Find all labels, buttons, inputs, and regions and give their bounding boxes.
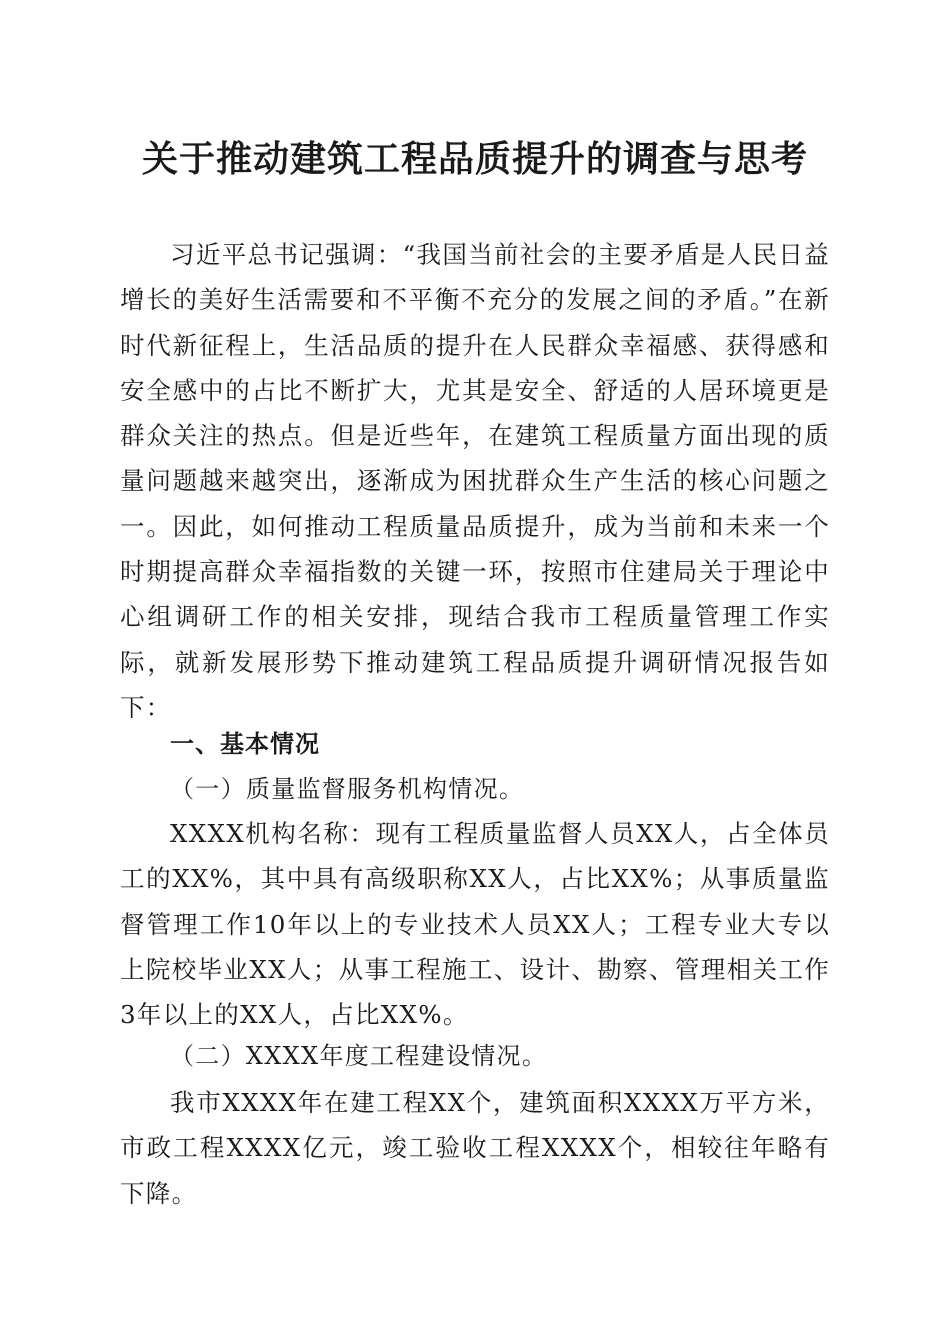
intro-paragraph: 习近平总书记强调：“我国当前社会的主要矛盾是人民日益增长的美好生活需要和不平衡不充分的发展之间的矛盾。”在新时代新征程上，生活品质的提升在人民群众幸福感、获得感和安全感中的占比不断扩大，尤其是安全、舒适的人居环境更是群众关注的热点。但是近些年，在建筑工程质量方面出现的质量问题越来越突出，逐渐成为困扰群众生产生活的核心问题之一。因此，如何推动工程质量品质提升，成为当前和未来一个时期提高群众幸福指数的关键一环，按照市住建局关于理论中心组调研工作的相关安排，现结合我市工程质量管理工作实际，就新发展形势下推动建筑工程品质提升调研情况报告如下： — [120, 240, 830, 722]
section-heading-basic-situation: 一、基本情况 — [170, 730, 320, 758]
subsection-heading-supervision-agencies: （一）质量监督服务机构情况。 — [170, 775, 525, 803]
annual-construction-paragraph: 我市XXXX年在建工程XX个，建筑面积XXXX万平方米，市政工程XXXX亿元，竣工验收工程XXXX个，相较往年略有下降。 — [120, 1088, 830, 1208]
supervision-agencies-paragraph: XXXX机构名称：现有工程质量监督人员XX人，占全体员工的XX%，其中具有高级职称XX人，占比XX%；从事质量监督管理工作10年以上的专业技术人员XX人；工程专业大专以上院校毕业XX人；从事工程施工、设计、勘察、管理相关工作3年以上的XX人，占比XX%。 — [120, 819, 830, 1030]
document-title: 关于推动建筑工程品质提升的调查与思考 — [141, 138, 808, 180]
subsection-heading-annual-construction: （二）XXXX年度工程建设情况。 — [170, 1042, 548, 1070]
